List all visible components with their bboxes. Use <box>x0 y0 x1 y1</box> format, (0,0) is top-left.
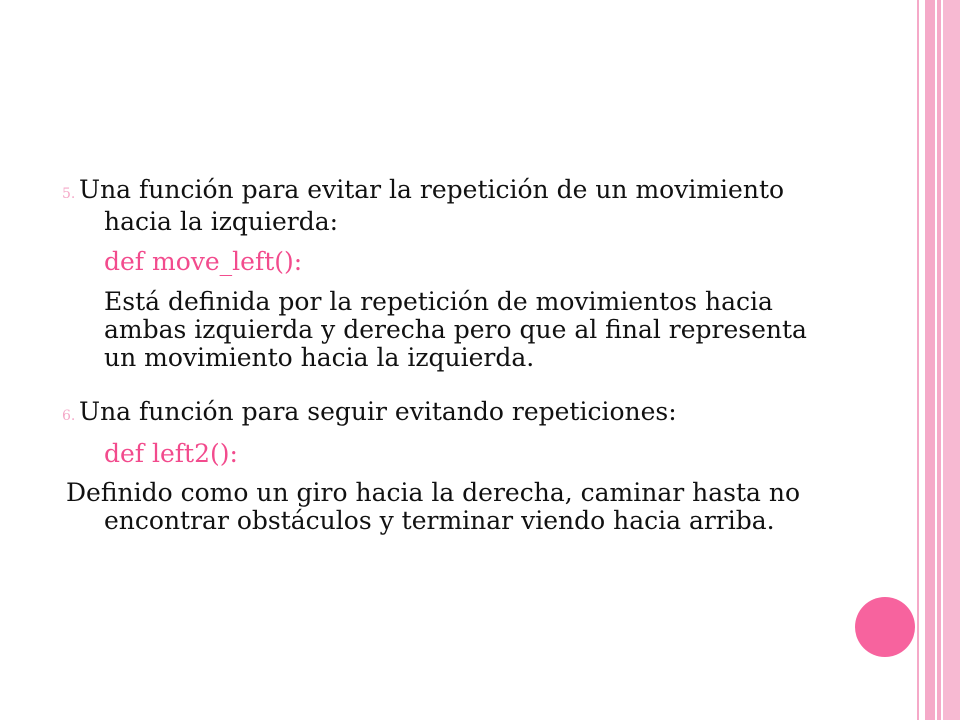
item-5-code: def move_left(): <box>104 247 303 276</box>
item-5-number: 5. <box>62 186 76 202</box>
item-6-code: def left2(): <box>104 439 238 468</box>
item-5-description <box>62 288 824 372</box>
decorative-stripes <box>922 0 960 720</box>
item-6-description <box>62 479 844 535</box>
decorative-pink-circle <box>855 597 915 657</box>
slide-content <box>62 176 852 535</box>
item-6-heading <box>62 398 852 430</box>
item-6-heading-text: Una función para seguir evitando repeticiones: <box>79 397 677 426</box>
item-6-number: 6. <box>62 408 76 424</box>
item-6-description-text: Definido como un giro hacia la derecha, caminar hasta no encontrar obstáculos y terminar viendo hacia arriba. <box>66 478 801 535</box>
item-5-heading-text: Una función para evitar la repetición de un movimiento hacia la izquierda: <box>79 175 785 236</box>
item-5-heading <box>62 176 794 236</box>
item-5-description-text: Está definida por la repetición de movimientos hacia ambas izquierda y derecha pero que al final representa un movimiento hacia la izquierda. <box>104 287 807 372</box>
